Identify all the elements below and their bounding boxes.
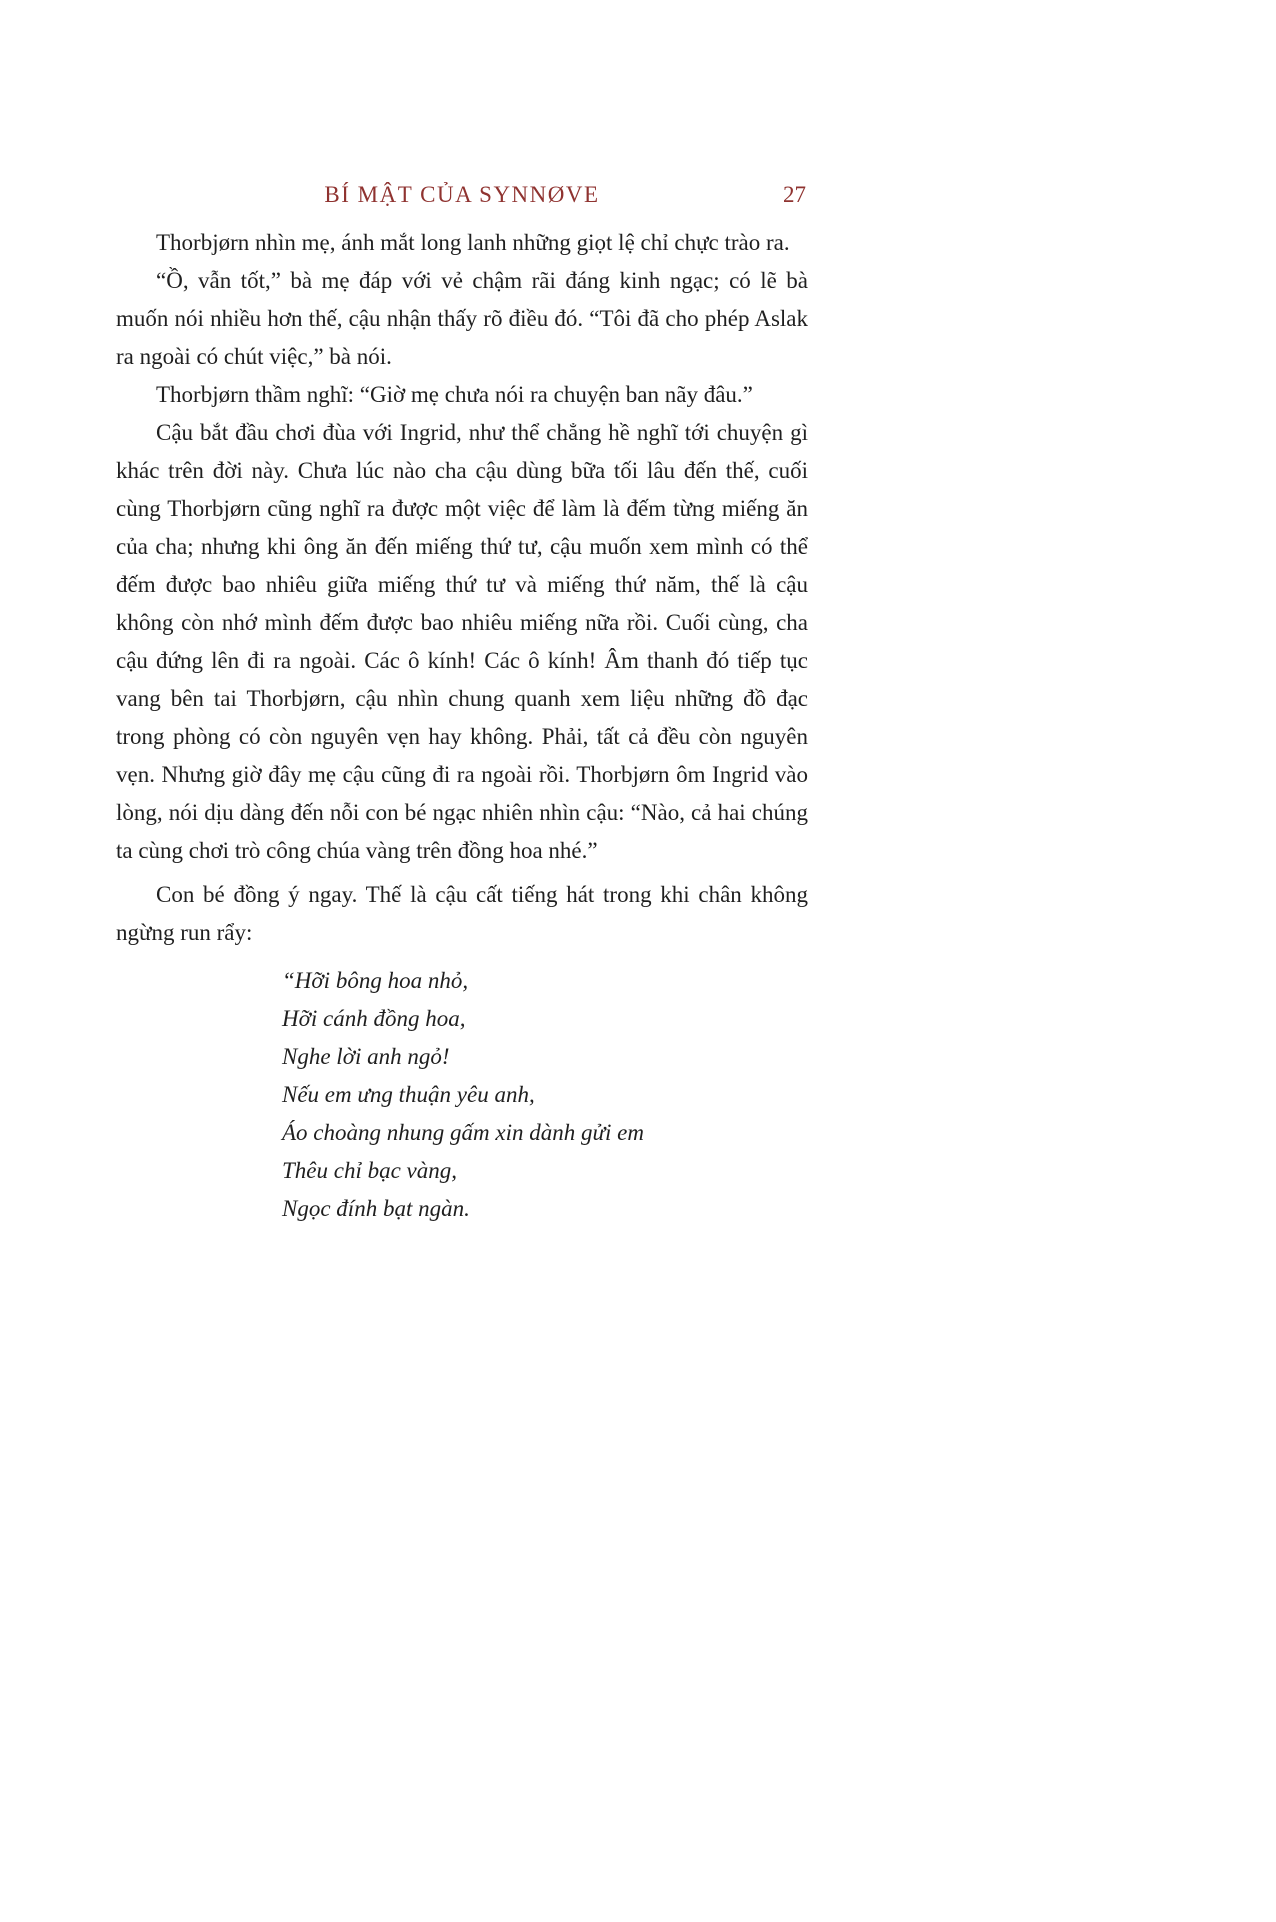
poem-line-3: Nghe lời anh ngỏ! xyxy=(282,1044,450,1069)
poem-line-1: “Hỡi bông hoa nhỏ, xyxy=(282,968,469,993)
paragraph-2: “Ồ, vẫn tốt,” bà mẹ đáp với vẻ chậm rãi đáng kinh ngạc; có lẽ bà muốn nói nhiều hơn thế, cậu nhận thấy rõ điều đó. “Tôi đã cho phép Aslak ra ngoài có chút việc,” bà nói. xyxy=(116,268,808,369)
page-header xyxy=(116,182,808,212)
page-number: 27 xyxy=(783,182,806,207)
poem xyxy=(282,962,808,1228)
poem-line-4: Nếu em ưng thuận yêu anh, xyxy=(282,1082,535,1107)
paragraph-3: Thorbjørn thầm nghĩ: “Giờ mẹ chưa nói ra chuyện ban nãy đâu.” xyxy=(156,382,753,407)
poem-line-5: Áo choàng nhung gấm xin dành gửi em xyxy=(282,1120,644,1145)
paragraph-1: Thorbjørn nhìn mẹ, ánh mắt long lanh những giọt lệ chỉ chực trào ra. xyxy=(156,230,790,255)
paragraph-4: Cậu bắt đầu chơi đùa với Ingrid, như thể chẳng hề nghĩ tới chuyện gì khác trên đời này. Chưa lúc nào cha cậu dùng bữa tối lâu đến thế, cuối cùng Thorbjørn cũng nghĩ ra được một việc để làm là đếm từng miếng ăn của cha; nhưng khi ông ăn đến miếng thứ tư, cậu muốn xem mình có thể đếm được bao nhiêu giữa miếng thứ tư và miếng thứ năm, thế là cậu không còn nhớ mình đếm được bao nhiêu miếng nữa rồi. Cuối cùng, cha cậu đứng lên đi ra ngoài. Các ô kính! Các ô kính! Âm thanh đó tiếp tục vang bên tai Thorbjørn, cậu nhìn chung quanh xem liệu những đồ đạc trong phòng có còn nguyên vẹn hay không. Phải, tất cả đều còn nguyên vẹn. Nhưng giờ đây mẹ cậu cũng đi ra ngoài rồi. Thorbjørn ôm Ingrid vào lòng, nói dịu dàng đến nỗi con bé ngạc nhiên nhìn cậu: “Nào, cả hai chúng ta cùng chơi trò công chúa vàng trên đồng hoa nhé.” xyxy=(116,420,808,863)
paragraph-5: Con bé đồng ý ngay. Thế là cậu cất tiếng hát trong khi chân không ngừng run rẩy: xyxy=(116,882,808,945)
text-column xyxy=(116,182,808,1228)
running-title: BÍ MẬT CỦA SYNNØVE xyxy=(324,182,600,207)
poem-line-6: Thêu chỉ bạc vàng, xyxy=(282,1158,458,1183)
poem-line-2: Hỡi cánh đồng hoa, xyxy=(282,1006,466,1031)
poem-line-7: Ngọc đính bạt ngàn. xyxy=(282,1196,470,1221)
